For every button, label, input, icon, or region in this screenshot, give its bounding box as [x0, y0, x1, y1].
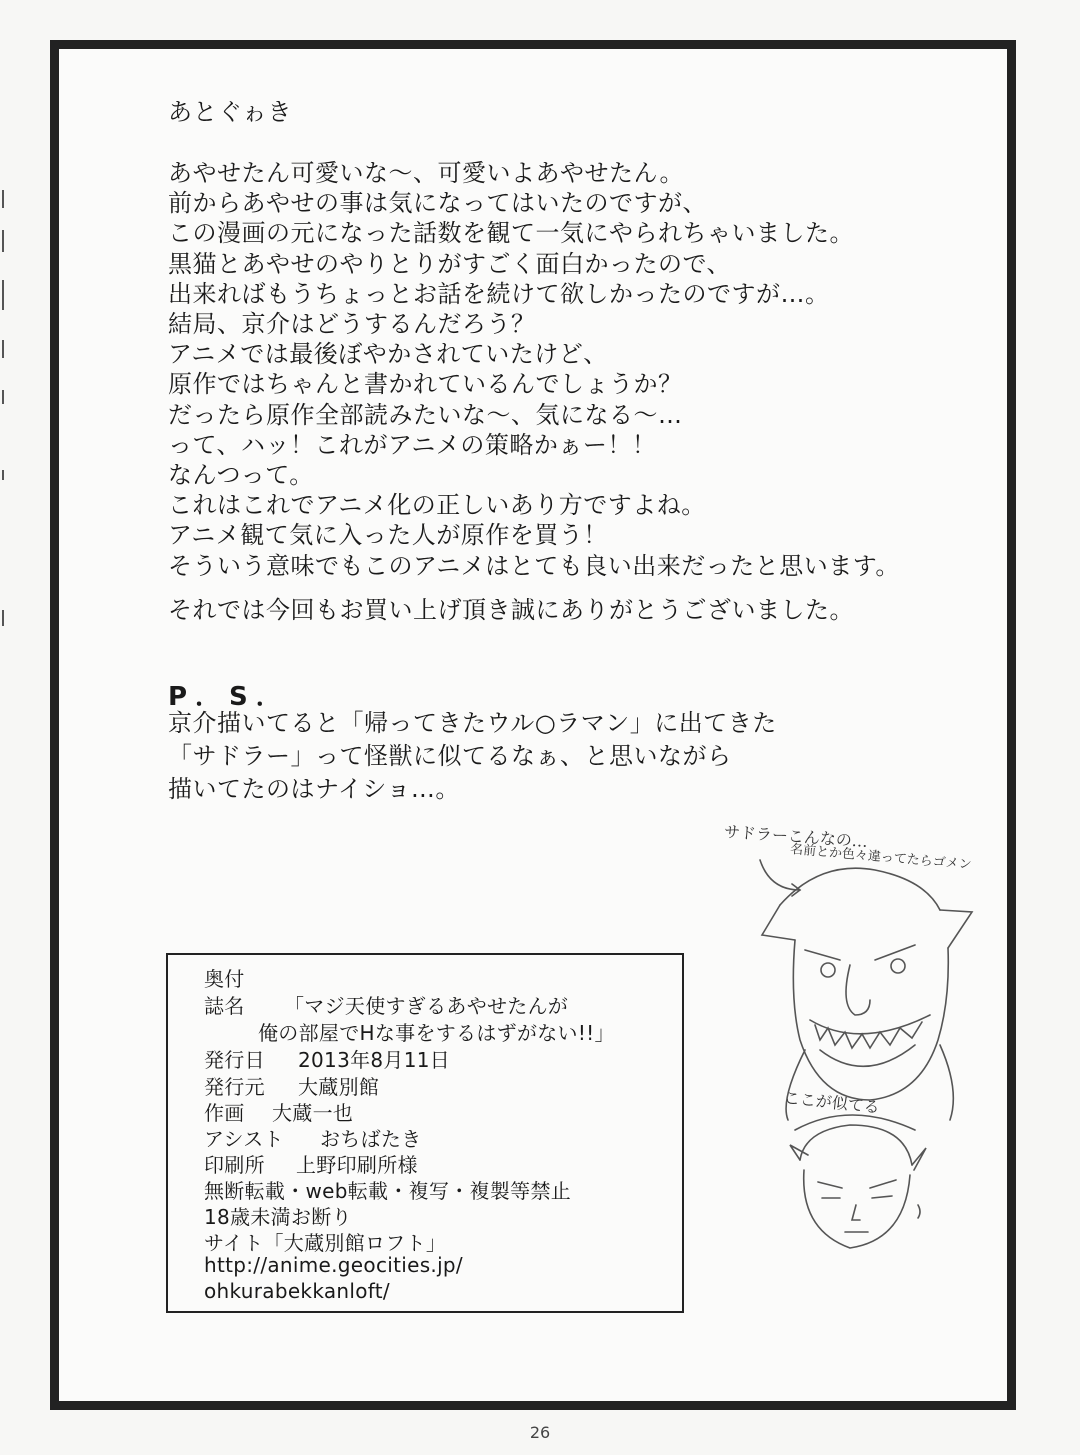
- body-line: アニメでは最後ぼやかされていたけど、: [168, 340, 608, 369]
- colophon-artist: 大蔵一也: [272, 1101, 354, 1125]
- ps-label: P．S．: [168, 682, 290, 712]
- colophon-printer: 上野印刷所様: [296, 1153, 418, 1177]
- binding-edge-marks: [0, 190, 8, 630]
- body-line: これはこれでアニメ化の正しいあり方ですよね。: [168, 491, 706, 520]
- colophon-age: 18歳未満お断り: [204, 1205, 352, 1229]
- boy-brows: [818, 1180, 896, 1188]
- colophon-publisher: 大蔵別館: [298, 1075, 380, 1099]
- thanks-line: それでは今回もお買い上げ頂き誠にありがとうございました。: [168, 596, 854, 624]
- monster-neck: [786, 1045, 953, 1120]
- colophon-date-key: 発行日: [204, 1048, 265, 1072]
- colophon-printer-key: 印刷所: [204, 1153, 265, 1177]
- boy-hair: [800, 1125, 912, 1165]
- monster-eye-right: [891, 959, 905, 973]
- body-line: って、ハッ！これがアニメの策略かぁー！！: [168, 430, 657, 459]
- body-line: 前からあやせの事は気になってはいたのですが、: [168, 189, 707, 218]
- body-line: 結局、京介はどうするんだろう？: [168, 310, 536, 339]
- colophon-name-key: 誌名: [204, 994, 245, 1018]
- colophon-url2: ohkurabekkanloft/: [204, 1279, 390, 1303]
- body-line: だったら原作全部読みたいな～、気になる～…: [168, 400, 683, 429]
- colophon-name-line2: 俺の部屋でHな事をするはずがない!!」: [258, 1021, 615, 1045]
- boy-sweat: [918, 1205, 920, 1218]
- boy-eyes: [822, 1196, 892, 1198]
- body-line: なんつって。: [168, 461, 314, 490]
- colophon-box: [166, 953, 684, 1313]
- sketch-note-top2: 名前とか色々違ってたらゴメン: [789, 842, 973, 873]
- sketch-note-mid: ここが似てる: [783, 1088, 881, 1117]
- body-line: 黒猫とあやせのやりとりがすごく面白かったので、: [168, 249, 732, 278]
- monster-head-top: [780, 868, 940, 910]
- body-line: 原作ではちゃんと書かれているんでしょうか？: [168, 370, 683, 399]
- ps-line: 描いてたのはナイショ…。: [168, 775, 460, 803]
- body-line: あやせたん可愛いな～、可愛いよあやせたん。: [168, 159, 684, 187]
- ps-line: 京介描いてると「帰ってきたウル○ラマン」に出てきた: [168, 709, 777, 737]
- ps-line: 「サドラー」って怪獣に似てるなぁ、と思いながら: [168, 742, 732, 770]
- colophon-url1: http://anime.geocities.jp/: [204, 1253, 463, 1277]
- colophon-publisher-key: 発行元: [204, 1075, 265, 1099]
- colophon-assist-key: アシスト: [204, 1127, 284, 1151]
- body-line: アニメ観て気に入った人が原作を買う！: [168, 521, 608, 550]
- body-line: そういう意味でもこのアニメはとても良い出来だったと思います。: [168, 551, 900, 580]
- monster-brows: [805, 945, 915, 960]
- monster-eye-left: [821, 963, 835, 977]
- monster-ear-right: [940, 910, 972, 948]
- sketch-illustration: [700, 800, 1000, 1300]
- colophon-date: 2013年8月11日: [298, 1048, 451, 1072]
- compare-arc: [795, 1115, 915, 1130]
- sketch-drawing: [700, 800, 1000, 1300]
- colophon-name-line1: 「マジ天使すぎるあやせたんが: [284, 994, 569, 1018]
- monster-nose: [846, 965, 870, 1015]
- page-number: 26: [529, 1423, 551, 1442]
- afterword-body: [168, 158, 948, 581]
- afterword-heading: あとぐゎき: [168, 98, 293, 126]
- colophon-notice: 無断転載・web転載・複写・複製等禁止: [204, 1179, 572, 1203]
- boy-nose: [852, 1205, 860, 1220]
- colophon-title: 奥付: [204, 967, 245, 991]
- colophon-site: サイト「大蔵別館ロフト」: [204, 1231, 447, 1255]
- monster-face: [793, 940, 948, 1100]
- colophon-artist-key: 作画: [204, 1101, 245, 1125]
- monster-jaw: [820, 1045, 915, 1066]
- colophon-assist: おちばたき: [320, 1127, 422, 1151]
- monster-mouth-top: [810, 1015, 930, 1034]
- ps-text: [168, 707, 777, 806]
- sketch-note-top: サドラーこんなの…: [723, 821, 869, 851]
- body-line: この漫画の元になった話数を観て一気にやられちゃいました。: [168, 219, 854, 248]
- body-line: 出来ればもうちょっとお話を続けて欲しかったのですが…。: [168, 279, 830, 308]
- monster-ear-left: [762, 905, 795, 940]
